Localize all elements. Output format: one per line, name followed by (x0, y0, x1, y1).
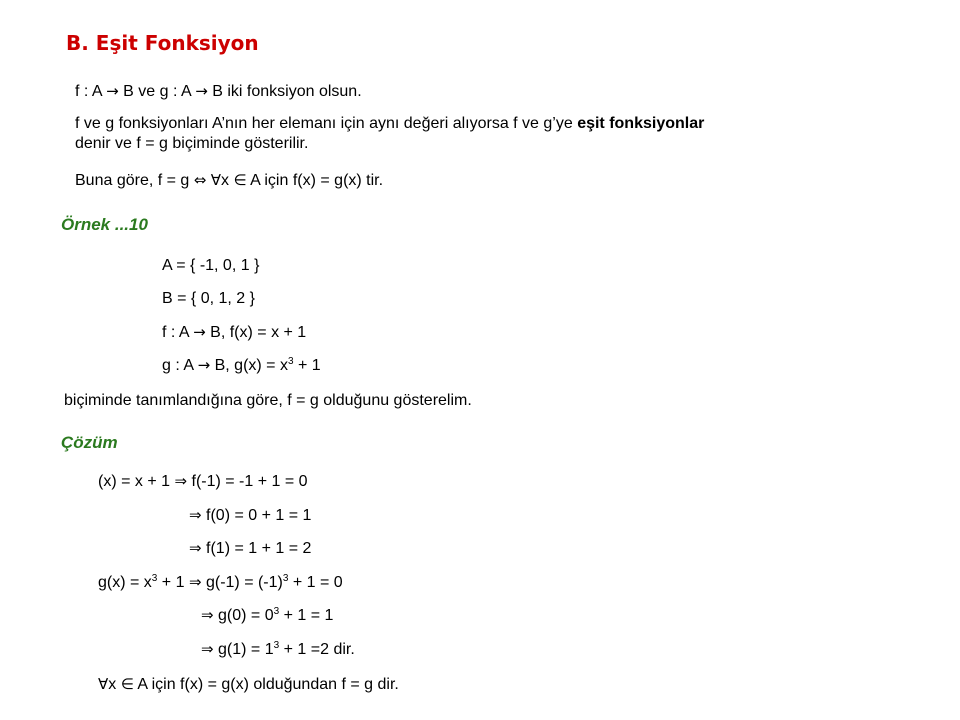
intro-line-2-bold: eşit fonksiyonlar (577, 115, 705, 132)
g3-c: + 1 =2 dir. (279, 641, 355, 658)
solution-g-line-2 (201, 605, 333, 626)
solution-f-line-1 (98, 471, 308, 492)
example-set-b: B = { 0, 1, 2 } (162, 290, 255, 307)
f1-b: f(-1) = -1 + 1 = 0 (187, 473, 308, 490)
g1-a: g(x) = x (98, 574, 152, 591)
intro-line-3-c: x (221, 172, 234, 189)
implies-icon: ⇒ (188, 573, 202, 591)
g1-b: + 1 (157, 574, 189, 591)
example-f-definition (162, 322, 306, 343)
implies-icon: ⇒ (189, 539, 202, 557)
g-def-a: g : A (162, 357, 198, 374)
example-g-definition (162, 355, 321, 376)
intro-line-1 (75, 81, 362, 102)
f2-b: f(0) = 0 + 1 = 1 (201, 507, 312, 524)
forall-icon: ∀ (210, 171, 222, 189)
g2-exponent: 3 (273, 606, 280, 617)
g1-d: + 1 = 0 (288, 574, 343, 591)
conclusion-a: x (108, 676, 121, 693)
implies-icon: ⇒ (201, 606, 214, 624)
element-of-icon: ∈ (120, 675, 134, 693)
example-set-a: A = { -1, 0, 1 } (162, 257, 260, 274)
right-arrow-icon: → (193, 323, 206, 341)
intro-line-3 (75, 170, 383, 191)
implies-icon: ⇒ (189, 506, 202, 524)
g1-exponent-1: 3 (151, 573, 158, 584)
solution-label: Çözüm (61, 433, 118, 452)
iff-icon: ⇔ (193, 171, 207, 189)
g1-c: g(-1) = (-1) (201, 574, 283, 591)
solution-g-line-3 (201, 639, 355, 660)
implies-icon: ⇒ (174, 472, 188, 490)
g-def-b: B, g(x) = x (210, 357, 288, 374)
solution-f-line-2 (189, 505, 311, 526)
g2-b: g(0) = 0 (213, 607, 274, 624)
f3-b: f(1) = 1 + 1 = 2 (201, 540, 312, 557)
conclusion-b: A için f(x) = g(x) olduğundan f = g dir. (133, 676, 399, 693)
right-arrow-icon: → (197, 356, 211, 374)
g-def-c: + 1 (293, 357, 321, 374)
implies-icon: ⇒ (201, 640, 214, 658)
right-arrow-icon: → (195, 82, 208, 100)
intro-line-3-a: Buna göre, f = g (75, 172, 194, 189)
g2-c: + 1 = 1 (279, 607, 334, 624)
right-arrow-icon: → (106, 82, 119, 100)
forall-icon: ∀ (98, 675, 109, 693)
example-statement: biçiminde tanımlandığına göre, f = g olduğunu gösterelim. (64, 392, 472, 409)
intro-line-3-d: A için f(x) = g(x) tir. (246, 172, 384, 189)
intro-line-2-pre: f ve g fonksiyonları A’nın her elemanı için aynı değeri alıyorsa f ve g’ye (75, 115, 578, 132)
intro-line-2-post: denir ve f = g biçiminde gösterilir. (75, 135, 309, 152)
example-label: Örnek ...10 (61, 215, 148, 234)
element-of-icon: ∈ (233, 171, 247, 189)
f1-a: (x) = x + 1 (98, 473, 175, 490)
slide-title: B. Eşit Fonksiyon (66, 31, 259, 55)
f-def-b: B, f(x) = x + 1 (205, 324, 307, 341)
intro-line-1-a: f : A (75, 83, 107, 100)
g3-exponent: 3 (273, 640, 280, 651)
g-def-exponent: 3 (287, 356, 294, 367)
intro-line-1-c: B iki fonksiyon olsun. (207, 83, 362, 100)
g3-b: g(1) = 1 (213, 641, 274, 658)
solution-conclusion (98, 674, 399, 695)
intro-line-1-b: B ve g : A (118, 83, 196, 100)
f-def-a: f : A (162, 324, 194, 341)
solution-g-line-1 (98, 572, 343, 593)
intro-line-2 (75, 114, 715, 154)
solution-f-line-3 (189, 538, 311, 559)
g1-exponent-2: 3 (282, 573, 289, 584)
